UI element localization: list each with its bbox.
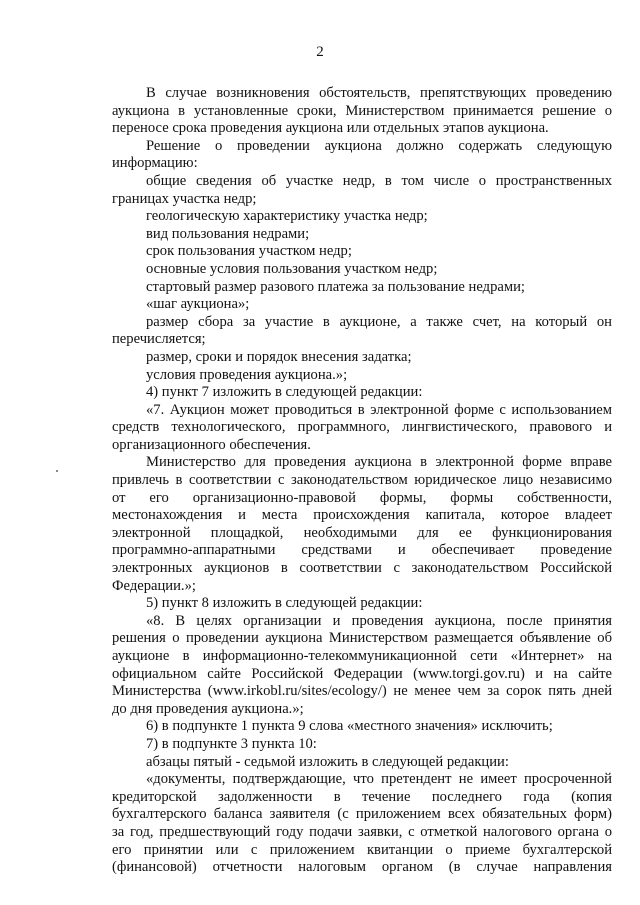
text-line: условия проведения аукциона.»; [146, 366, 348, 383]
text-line: информацию: [112, 155, 198, 172]
text-line: основные условия пользования участком недр; [146, 260, 438, 277]
text-line: электронной площадкой, необходимыми для ее функционирования [112, 524, 612, 541]
text-line: (финансовой) отчетности налоговым органом (в случае направления [112, 859, 612, 876]
text-line: 7) в подпункте 3 пункта 10: [146, 735, 317, 752]
text-line: средств технологического, программного, лингвистического, правового и [112, 419, 612, 436]
text-line: перечисляется; [112, 331, 206, 348]
margin-dot [56, 470, 58, 472]
text-line: размер, сроки и порядок внесения задатка; [146, 348, 412, 365]
text-line: 6) в подпункте 1 пункта 9 слова «местного значения» исключить; [146, 718, 553, 735]
text-line: общие сведения об участке недр, в том числе о пространственных [146, 172, 612, 189]
text-line: организационного обеспечения. [112, 436, 311, 453]
text-line: аукционе в информационно-телекоммуникационной сети «Интернет» на [112, 648, 612, 664]
text-line: вид пользования недрами; [146, 225, 310, 242]
text-line: Решение о проведении аукциона должно содержать следующую [146, 137, 612, 154]
text-line: за год, предшествующий году подачи заявки, с отметкой налогового органа о [112, 823, 612, 840]
text-line: «документы, подтверждающие, что претендент не имеет просроченной [146, 771, 612, 788]
text-line: программно-аппаратными средствами и обеспечивает проведение [112, 542, 612, 559]
text-line: его принятии или с приложением квитанции о приеме бухгалтерской [112, 841, 612, 858]
text-line: решения о проведении аукциона Министерством размещается объявление об [112, 630, 612, 647]
text-line: переносе срока проведения аукциона или отдельных этапов аукциона. [112, 120, 549, 137]
text-line: Федерации.»; [112, 577, 196, 594]
text-line: геологическую характеристику участка недр; [146, 208, 428, 225]
text-line: срок пользования участком недр; [146, 243, 352, 260]
text-line: стартовый размер разового платежа за пользование недрами; [146, 278, 525, 295]
text-line: «шаг аукциона»; [146, 296, 250, 313]
text-line: 5) пункт 8 изложить в следующей редакции: [146, 595, 423, 612]
text-line: «7. Аукцион может проводиться в электронной форме с использованием [146, 401, 612, 418]
text-line: аукциона в установленные сроки, Министерством принимается решение о [112, 102, 612, 119]
text-line: В случае возникновения обстоятельств, препятствующих проведению [146, 85, 612, 101]
document-body [112, 85, 612, 877]
text-line: Министерство для проведения аукциона в электронной форме вправе [146, 454, 612, 471]
text-line: электронных аукционов в соответствии с законодательством Российской [112, 560, 612, 577]
text-line: «8. В целях организации и проведения аукциона, после принятия [146, 612, 612, 629]
page-number: 2 [316, 44, 324, 60]
text-line: 4) пункт 7 изложить в следующей редакции: [146, 384, 423, 401]
text-line: до дня проведения аукциона.»; [112, 700, 304, 717]
text-line: границах участка недр; [112, 190, 257, 207]
text-line: от его организационно-правовой формы, формы собственности, [112, 489, 612, 506]
text-line: привлечь в соответствии с законодательством юридическое лицо независимо [112, 472, 612, 489]
text-line: официальном сайте Российской Федерации (www.torgi.gov.ru) и на сайте [112, 665, 612, 682]
text-line: местонахождения и места происхождения капитала, которое владеет [112, 507, 612, 524]
text-line: абзацы пятый - седьмой изложить в следующей редакции: [146, 753, 509, 770]
text-line: размер сбора за участие в аукционе, а также счет, на который он [146, 313, 612, 330]
text-line: бухгалтерского баланса заявителя (с приложением всех обязательных форм) [112, 806, 612, 823]
text-line: Министерства (www.irkobl.ru/sites/ecology/) не менее чем за сорок пять дней [112, 683, 612, 700]
text-line: кредиторской задолженности в течение последнего года (копия [112, 788, 612, 805]
